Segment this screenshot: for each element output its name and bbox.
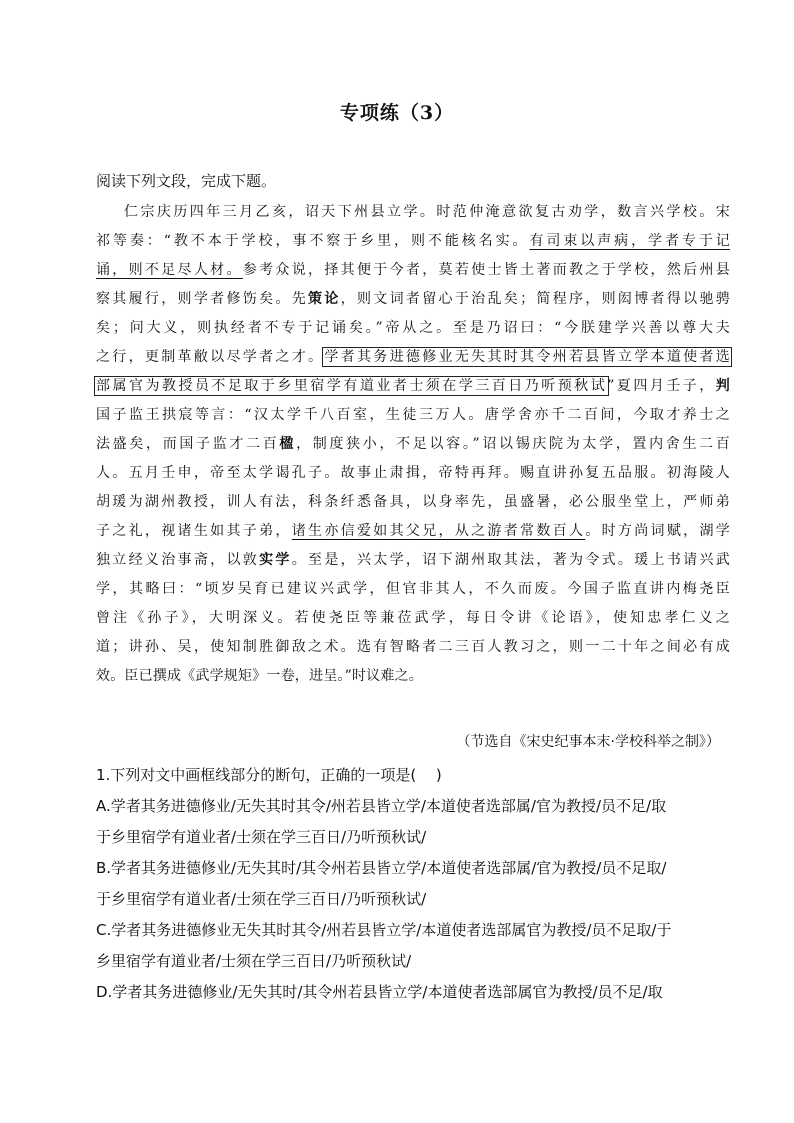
page-title: 专项练（3） [339,102,455,124]
passage-line: 仁宗庆历四年三月乙亥，诏天下州县立学。时范仲淹意欲复古劝学，数言兴学校。宋 [124,204,730,220]
passage-line: 察其履行，则学者修饬矣。先策论，则文词者留心于治乱矣；简程序，则闳博者得以驰骋 [96,291,730,307]
reading-instruction: 阅读下列文段，完成下题。 [96,172,277,190]
underlined-text: 诵，则不足尽人材。 [96,262,243,278]
classical-passage [96,198,730,691]
passage-source: （节选自《宋史纪事本末·学校科举之制》） [456,734,720,750]
underlined-text: 有司束以声病，学者专于记 [529,233,730,249]
passage-line: 子之礼，视诸生如其子弟，诸生亦信爱如其父兄，从之游者常数百人。时方尚词赋，湖学 [96,523,730,539]
passage-line: 学，其略曰：“顷岁吴育已建议兴武学，但官非其人，不久而废。今国子监直讲内梅尧臣 [96,581,730,597]
passage-line: 道；讲孙、吴，使知制胜御敌之术。选有智略者二三百人教习之，则一二十年之间必有成 [96,639,730,655]
bold-term: 策论 [308,291,341,307]
option-b-line: B.学者其务进德修业/无失其时/其令州若县皆立学/本道使者选部属/官为教授/员不足取/ [96,859,667,877]
passage-line: 曾注《孙子》，大明深义。若使尧臣等兼莅武学，每日令讲《论语》，使知忠孝仁义之 [96,610,730,626]
option-c-line: C.学者其务进德修业无失其时其令/州若县皆立学/本道使者选部属官为教授/员不足取/于 [96,921,672,939]
passage-line: 胡瑗为湖州教授，训人有法，科条纤悉备具，以身率先，虽盛暑，必公服坐堂上，严师弟 [96,494,730,510]
boxed-text: 部属官为教授员不足取于乡里宿学有道业者士须在学三百日乃听预秋试 [96,378,608,394]
boxed-text: 学者其务进德修业无失其时其令州若县皆立学本道使者选 [324,349,730,365]
passage-line: 国子监王拱宸等言：“汉太学千八百室，生徒三万人。唐学舍亦千二百间，今取才养士之 [96,407,730,423]
passage-line: 诵，则不足尽人材。参考众说，择其便于今者，莫若使士皆土著而教之于学校，然后州县 [96,262,730,278]
bold-term: 判 [715,378,730,394]
passage-line: 部属官为教授员不足取于乡里宿学有道业者士须在学三百日乃听预秋试”夏四月壬子，判 [96,378,730,394]
passage-line: 之行，更制革敝以尽学者之才。学者其务进德修业无失其时其令州若县皆立学本道使者选 [96,349,730,365]
passage-line: 矣；问大义，则执经者不专于记诵矣。”帝从之。至是乃诏曰：“今朕建学兴善以尊大夫 [96,320,730,336]
bold-term: 楹 [279,436,297,452]
bold-term: 实学 [259,552,292,568]
underlined-text: 诸生亦信爱如其父兄，从之游者常数百人 [291,523,586,539]
passage-line: 人。五月壬申，帝至太学谒孔子。故事止肃揖，帝特再拜。赐直讲孙复五品服。初海陵人 [96,465,730,481]
passage-line: 独立经义治事斋，以敦实学。至是，兴太学，诏下湖州取其法，著为令式。瑗上书请兴武 [96,552,730,568]
option-b-line: 于乡里宿学有道业者/士须在学三百日/乃听预秋试/ [96,890,427,908]
passage-line: 祁等奏：“教不本于学校，事不察于乡里，则不能核名实。有司束以声病，学者专于记 [96,233,730,249]
option-a-line: A.学者其务进德修业/无失其时其令/州若县皆立学/本道使者选部属/官为教授/员不足/取 [96,797,667,815]
question-stem: 1.下列对文中画框线部分的断句，正确的一项是( ) [96,766,442,784]
question-1 [96,760,730,1008]
option-d-line: D.学者其务进德修业/无失其时/其令州若县皆立学/本道使者选部属官为教授/员不足/取 [96,983,663,1001]
option-a-line: 于乡里宿学有道业者/士须在学三百日/乃听预秋试/ [96,828,427,846]
passage-line: 效。臣已撰成《武学规矩》一卷，进呈。”时议难之。 [96,668,423,684]
option-c-line: 乡里宿学有道业者/士须在学三百日/乃听预秋试/ [96,952,412,970]
passage-line: 法盛矣，而国子监才二百楹，制度狭小，不足以容。”诏以锡庆院为太学，置内舍生二百 [96,436,731,452]
